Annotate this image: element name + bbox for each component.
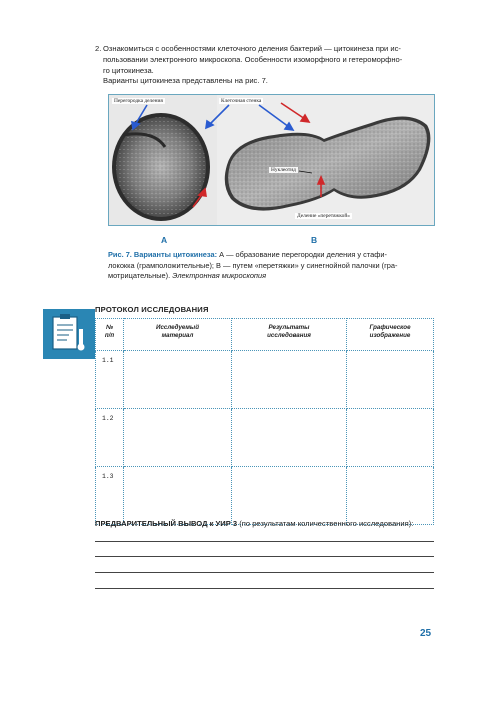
task-line: Варианты цитокинеза представлены на рис. 7.	[103, 76, 268, 86]
column-header-drawing	[347, 319, 434, 351]
micrograph-figure	[108, 94, 435, 226]
answer-line[interactable]	[95, 588, 434, 589]
answer-line[interactable]	[95, 541, 434, 542]
panel-label-b: В	[311, 235, 318, 245]
task-line: го цитокинеза.	[103, 65, 154, 75]
caption-title: Рис. 7. Варианты цитокинеза:	[108, 250, 218, 259]
results-cell[interactable]	[232, 351, 347, 409]
caption-line	[108, 271, 436, 282]
task-number: 2.	[95, 44, 102, 53]
table-row	[96, 351, 434, 409]
label-septum: Перегородка деления	[114, 98, 163, 104]
page-number: 25	[420, 628, 432, 639]
header-line: Результаты	[268, 324, 310, 331]
task-item	[95, 44, 445, 87]
results-cell[interactable]	[232, 467, 347, 525]
material-cell[interactable]	[124, 351, 232, 409]
label-cell-wall: Клеточная стенка	[221, 98, 262, 104]
conclusion-suffix: (по результатам количественного исследования):	[237, 519, 414, 528]
figure-caption	[108, 250, 436, 282]
label-nucleoid: Нуклеотид	[271, 167, 296, 173]
column-header-material	[124, 319, 232, 351]
conclusion-heading	[95, 519, 445, 529]
header-line: п/п	[104, 331, 115, 339]
material-cell[interactable]	[124, 409, 232, 467]
row-number: 1.3	[96, 467, 124, 525]
table-row	[96, 467, 434, 525]
label-constriction: Деление «перетяжкой»	[297, 213, 350, 219]
protocol-title: ПРОТОКОЛ ИССЛЕДОВАНИЯ	[95, 305, 209, 314]
column-header-number	[96, 319, 124, 351]
material-cell[interactable]	[124, 467, 232, 525]
header-line: исследования	[267, 331, 311, 339]
caption-source: Электронная микроскопия	[172, 271, 267, 281]
header-line: №	[105, 324, 114, 331]
caption-line	[108, 250, 436, 261]
column-header-results	[232, 319, 347, 351]
task-line: Ознакомиться с особенностями клеточного деления бактерий — цитокинеза при ис-	[103, 44, 401, 53]
section-tab	[43, 309, 95, 359]
header-line: материал	[161, 331, 194, 339]
table-row	[96, 409, 434, 467]
results-cell[interactable]	[232, 409, 347, 467]
caption-text: мотрицательные).	[108, 271, 173, 281]
header-line: изображение	[369, 331, 411, 339]
drawing-cell[interactable]	[347, 351, 434, 409]
header-line: Графическое	[369, 324, 411, 331]
micrograph-image	[109, 95, 434, 225]
row-number: 1.1	[96, 351, 124, 409]
table-header-row	[96, 319, 434, 351]
header-line: Исследуемый	[156, 324, 199, 331]
conclusion-title: ПРЕДВАРИТЕЛЬНЫЙ ВЫВОД к УИР 3	[95, 519, 238, 528]
caption-text: лококка (грамположительные); В — путем «перетяжки» у синегнойной палочки (гра-	[108, 260, 398, 270]
drawing-cell[interactable]	[347, 467, 434, 525]
answer-line[interactable]	[95, 572, 434, 573]
caption-text: А — образование перегородки деления у стафи-	[217, 250, 387, 259]
protocol-table	[95, 318, 434, 525]
row-number: 1.2	[96, 409, 124, 467]
task-line: пользовании электронного микроскопа. Особенности изоморфного и гетероморфно-	[103, 54, 403, 64]
answer-line[interactable]	[95, 556, 434, 557]
caption-line	[108, 261, 436, 272]
panel-label-a: А	[161, 235, 168, 245]
drawing-cell[interactable]	[347, 409, 434, 467]
clipboard-icon	[43, 309, 95, 359]
